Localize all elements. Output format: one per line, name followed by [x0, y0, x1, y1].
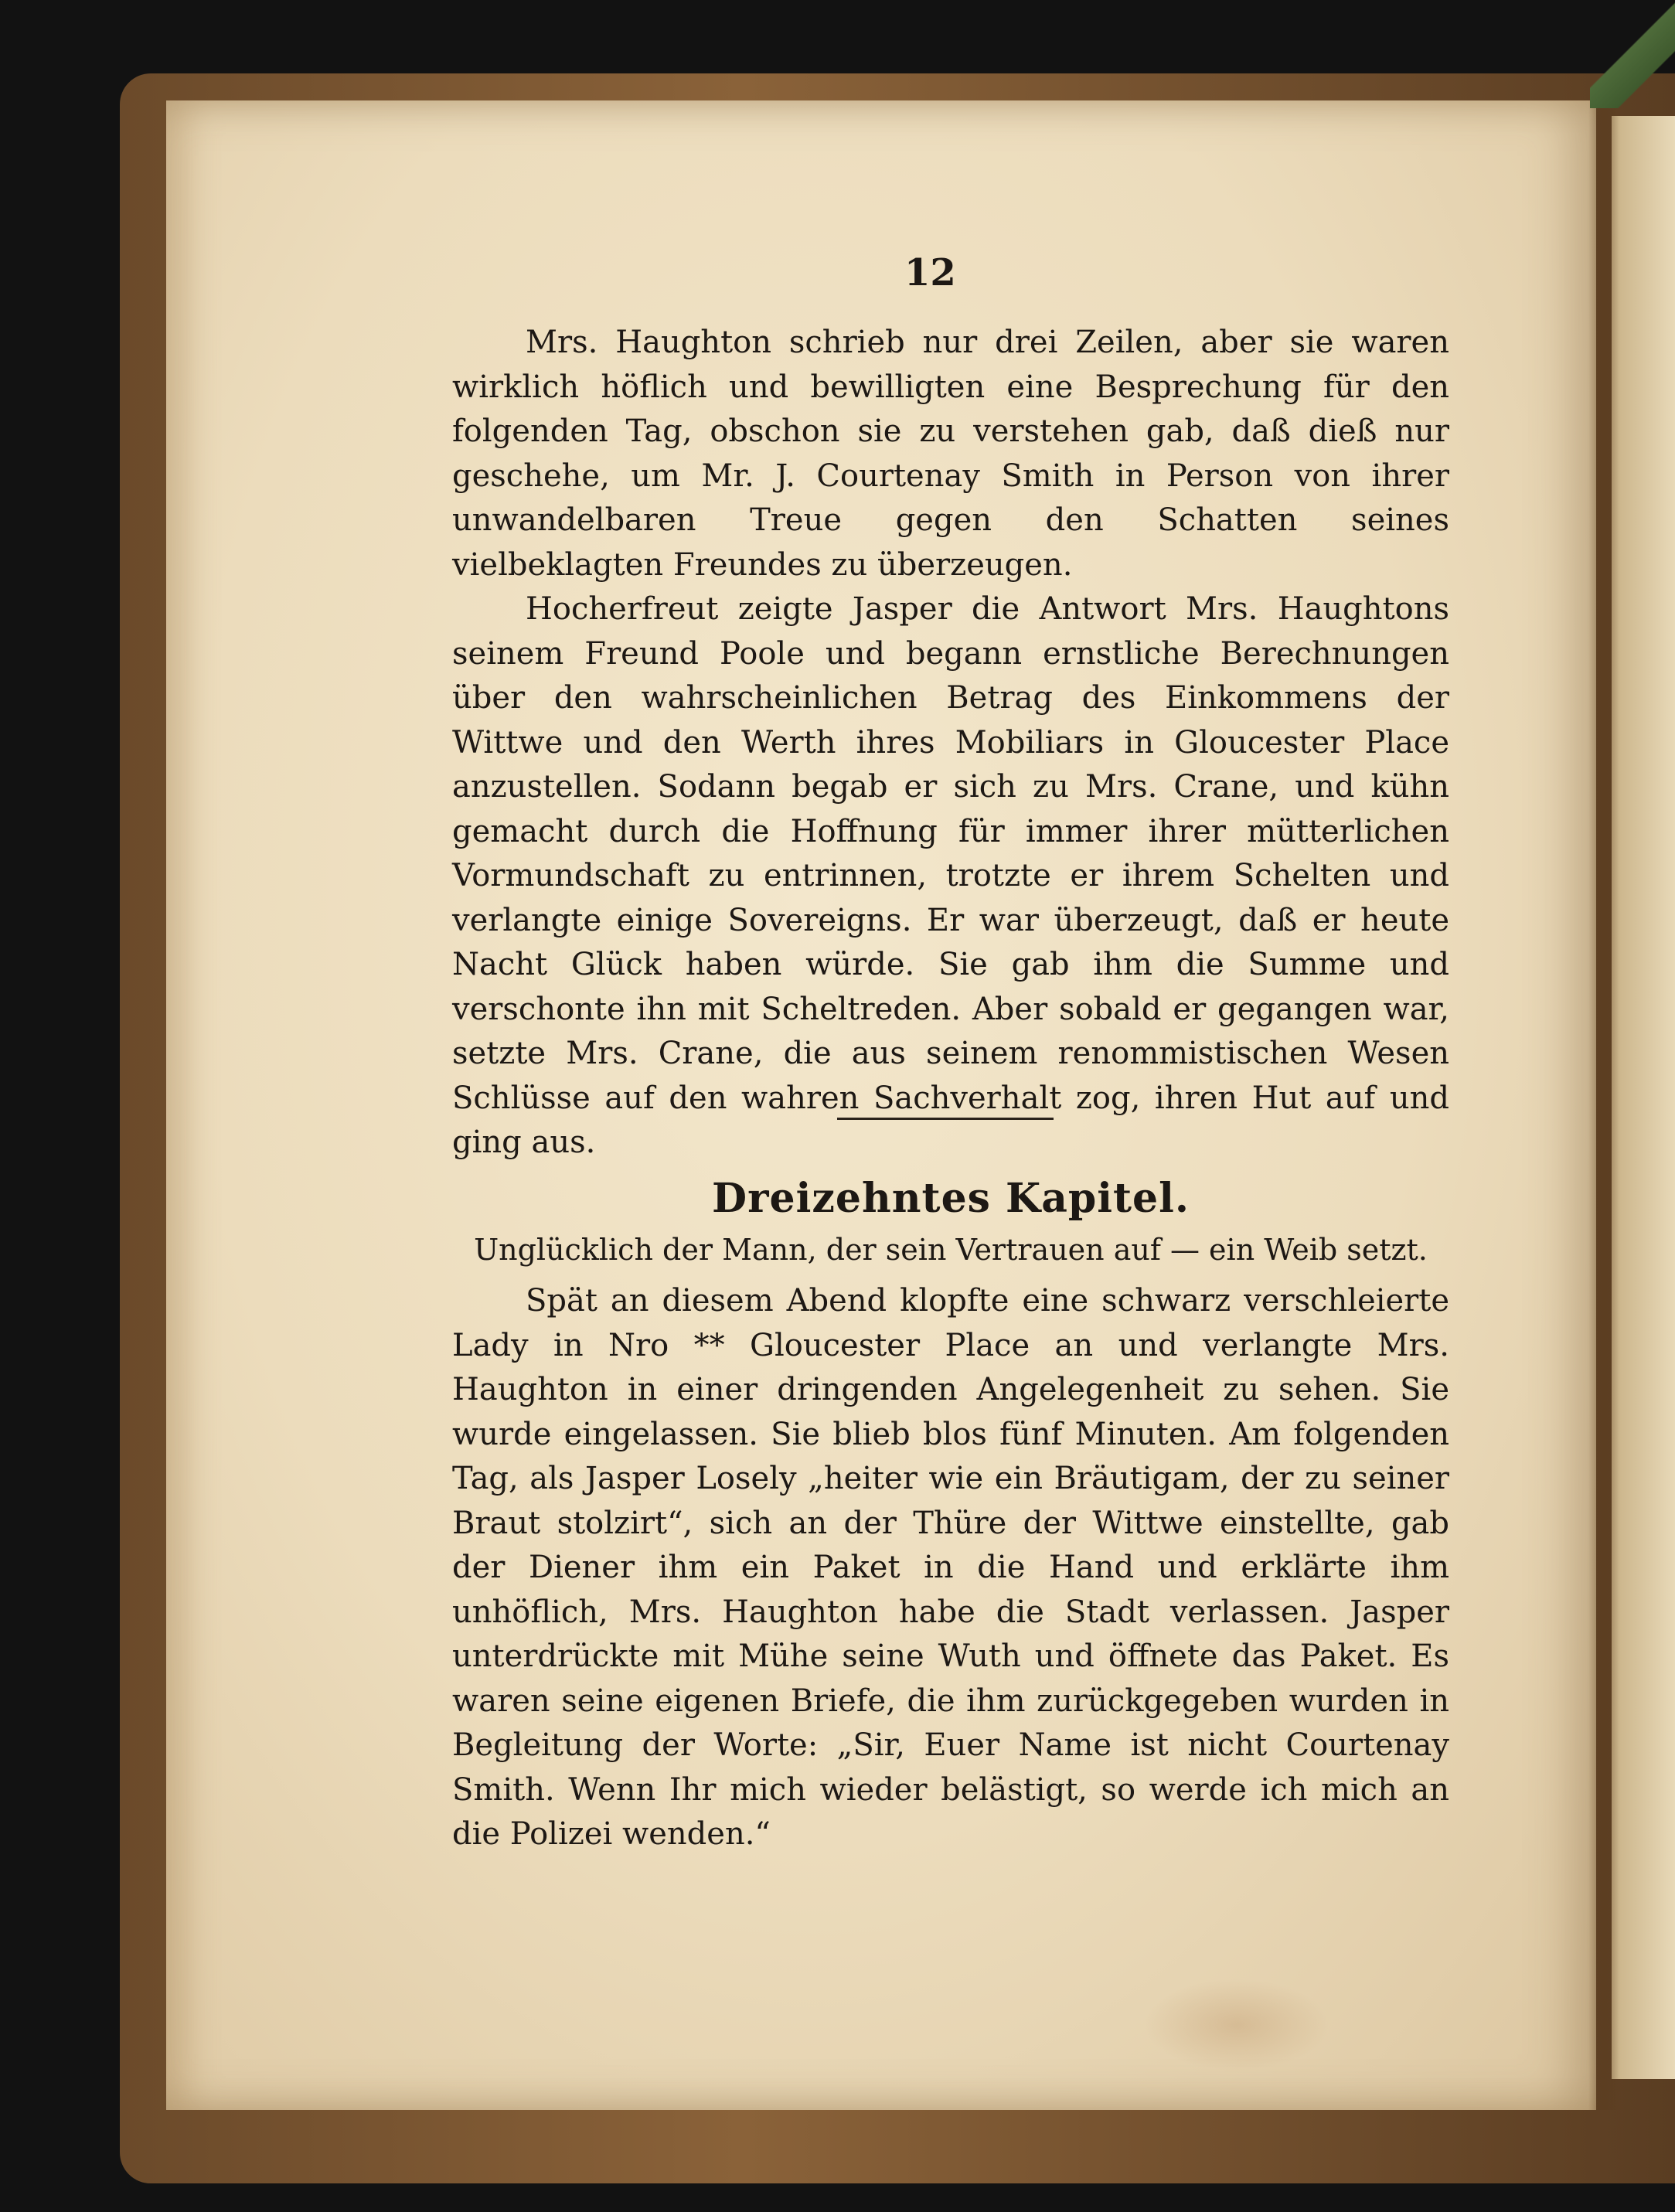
facing-page-edge	[1612, 116, 1675, 2079]
page-number: 12	[904, 251, 956, 294]
paragraph: Hocherfreut zeigte Jasper die Antwort Mrs. Haughtons seinem Freund Poole und begann ernstliche Berechnungen über den wahrscheinlichen Betrag des Einkommens der Wittwe und den Werth ihres Mobiliars in Gloucester Place anzustellen. Sodann begab er sich zu Mrs. Crane, und kühn gemacht durch die Hoffnung für immer ihrer mütterlichen Vormundschaft zu entrinnen, trotzte er ihrem Schelten und verlangte einige Sovereigns. Er war überzeugt, daß er heute Nacht Glück haben würde. Sie gab ihm die Summe und verschonte ihn mit Scheltreden. Aber sobald er gegangen war, setzte Mrs. Crane, die aus seinem renommistischen Wesen Schlüsse auf den wahren Sachverhalt zog, ihren Hut auf und ging aus.	[452, 591, 1449, 1160]
chapter-title: Dreizehntes Kapitel.	[712, 1175, 1190, 1222]
section-text	[452, 321, 1449, 1166]
page-gutter	[1588, 100, 1619, 2110]
chapter-text	[452, 1279, 1449, 1857]
chapter-motto: Unglücklich der Mann, der sein Vertrauen auf — ein Weib setzt.	[474, 1233, 1428, 1267]
bookmark-ribbon	[1590, 0, 1675, 108]
paragraph: Mrs. Haughton schrieb nur drei Zeilen, aber sie waren wirklich höflich und bewilligten eine Besprechung für den folgenden Tag, obschon sie zu verstehen gab, daß dieß nur geschehe, um Mr. J. Courtenay Smith in Person von ihrer unwandelbaren Treue gegen den Schatten seines vielbeklagten Freundes zu überzeugen.	[452, 325, 1449, 583]
paragraph: Spät an diesem Abend klopfte eine schwarz verschleierte Lady in Nro ** Gloucester Place an und verlangte Mrs. Haughton in einer dringenden Angelegenheit zu sehen. Sie wurde eingelassen. Sie blieb blos fünf Minuten. Am folgenden Tag, als Jasper Losely „heiter wie ein Bräutigam, der zu seiner Braut stolzirt“, sich an der Thüre der Wittwe einstellte, gab der Diener ihm ein Paket in die Hand und erklärte ihm unhöflich, Mrs. Haughton habe die Stadt verlassen. Jasper unterdrückte mit Mühe seine Wuth und öffnete das Paket. Es waren seine eigenen Briefe, die ihm zurückgegeben wurden in Begleitung der Worte: „Sir, Euer Name ist nicht Courtenay Smith. Wenn Ihr mich wieder belästigt, so werde ich mich an die Polizei wenden.“	[452, 1283, 1449, 1852]
section-divider	[837, 1118, 1054, 1120]
paper-stain	[1144, 1979, 1329, 2071]
